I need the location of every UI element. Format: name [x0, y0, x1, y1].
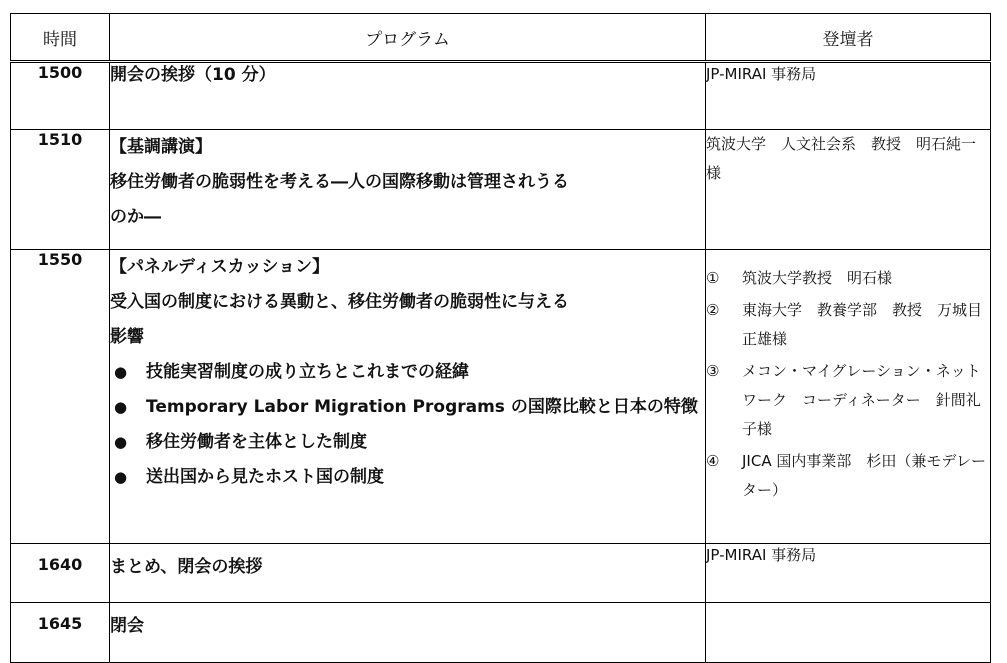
list-item: ① 筑波大学教授 明石様: [706, 264, 990, 293]
header-speaker: 登壇者: [706, 14, 991, 62]
time-cell: 1510: [11, 130, 110, 250]
time-cell: 1640: [11, 544, 110, 603]
list-item: ● 送出国から見たホスト国の制度: [110, 460, 705, 495]
speaker-cell: JP-MIRAI 事務局: [706, 544, 991, 603]
speaker-cell: JP-MIRAI 事務局: [706, 62, 991, 130]
program-line: 受入国の制度における異動と、移住労働者の脆弱性に与える: [110, 292, 569, 312]
bullet-icon: ●: [114, 468, 128, 486]
program-line: のか―: [110, 207, 161, 227]
table-row: [11, 544, 991, 603]
time-cell: 1550: [11, 250, 110, 544]
time-cell: 1500: [11, 62, 110, 130]
table-row: [11, 130, 991, 250]
bullet-icon: ●: [114, 433, 128, 451]
table-row: [11, 250, 991, 544]
list-item: ② 東海大学 教養学部 教授 万城目正雄様: [706, 296, 990, 354]
program-line: 開会の挨拶（10 分）: [110, 65, 276, 85]
bullet-icon: ●: [114, 363, 128, 381]
program-line: 【パネルディスカッション】: [110, 257, 330, 277]
list-item: ● 技能実習制度の成り立ちとこれまでの経緯: [110, 355, 705, 390]
table-row: [11, 62, 991, 130]
time-cell: 1645: [11, 603, 110, 663]
speaker-cell: [706, 603, 991, 663]
panelist-number: ④: [706, 452, 720, 470]
bullet-icon: ●: [114, 398, 128, 416]
list-item: ● Temporary Labor Migration Programs の国際比較と日本の特徴: [110, 390, 705, 425]
table-row: [11, 603, 991, 663]
schedule-table: [10, 13, 991, 663]
speaker-cell: 筑波大学 人文社会系 教授 明石純一様: [706, 130, 991, 250]
program-cell: [110, 544, 706, 603]
panelist-number: ③: [706, 362, 720, 380]
speaker-cell: [706, 250, 991, 544]
program-cell: [110, 62, 706, 130]
program-line: 【基調講演】: [110, 137, 212, 157]
header-time: 時間: [11, 14, 110, 62]
header-program: プログラム: [110, 14, 706, 62]
panelist-number: ①: [706, 269, 720, 287]
panelist-list: [706, 264, 990, 505]
program-cell: [110, 250, 706, 544]
program-line: 影響: [110, 327, 144, 347]
program-cell: [110, 130, 706, 250]
panelist-number: ②: [706, 301, 720, 319]
program-cell: [110, 603, 706, 663]
program-line: まとめ、閉会の挨拶: [110, 557, 263, 577]
header-row: [11, 14, 991, 62]
list-item: ③ メコン・マイグレーション・ネットワーク コーディネーター 針間礼子様: [706, 357, 990, 444]
list-item: ④ JICA 国内事業部 杉田（兼モデレーター）: [706, 447, 990, 505]
program-line: 移住労働者の脆弱性を考える―人の国際移動は管理されうる: [110, 172, 569, 192]
list-item: ● 移住労働者を主体とした制度: [110, 425, 705, 460]
topic-list: [110, 355, 705, 495]
program-line: 閉会: [110, 616, 144, 636]
